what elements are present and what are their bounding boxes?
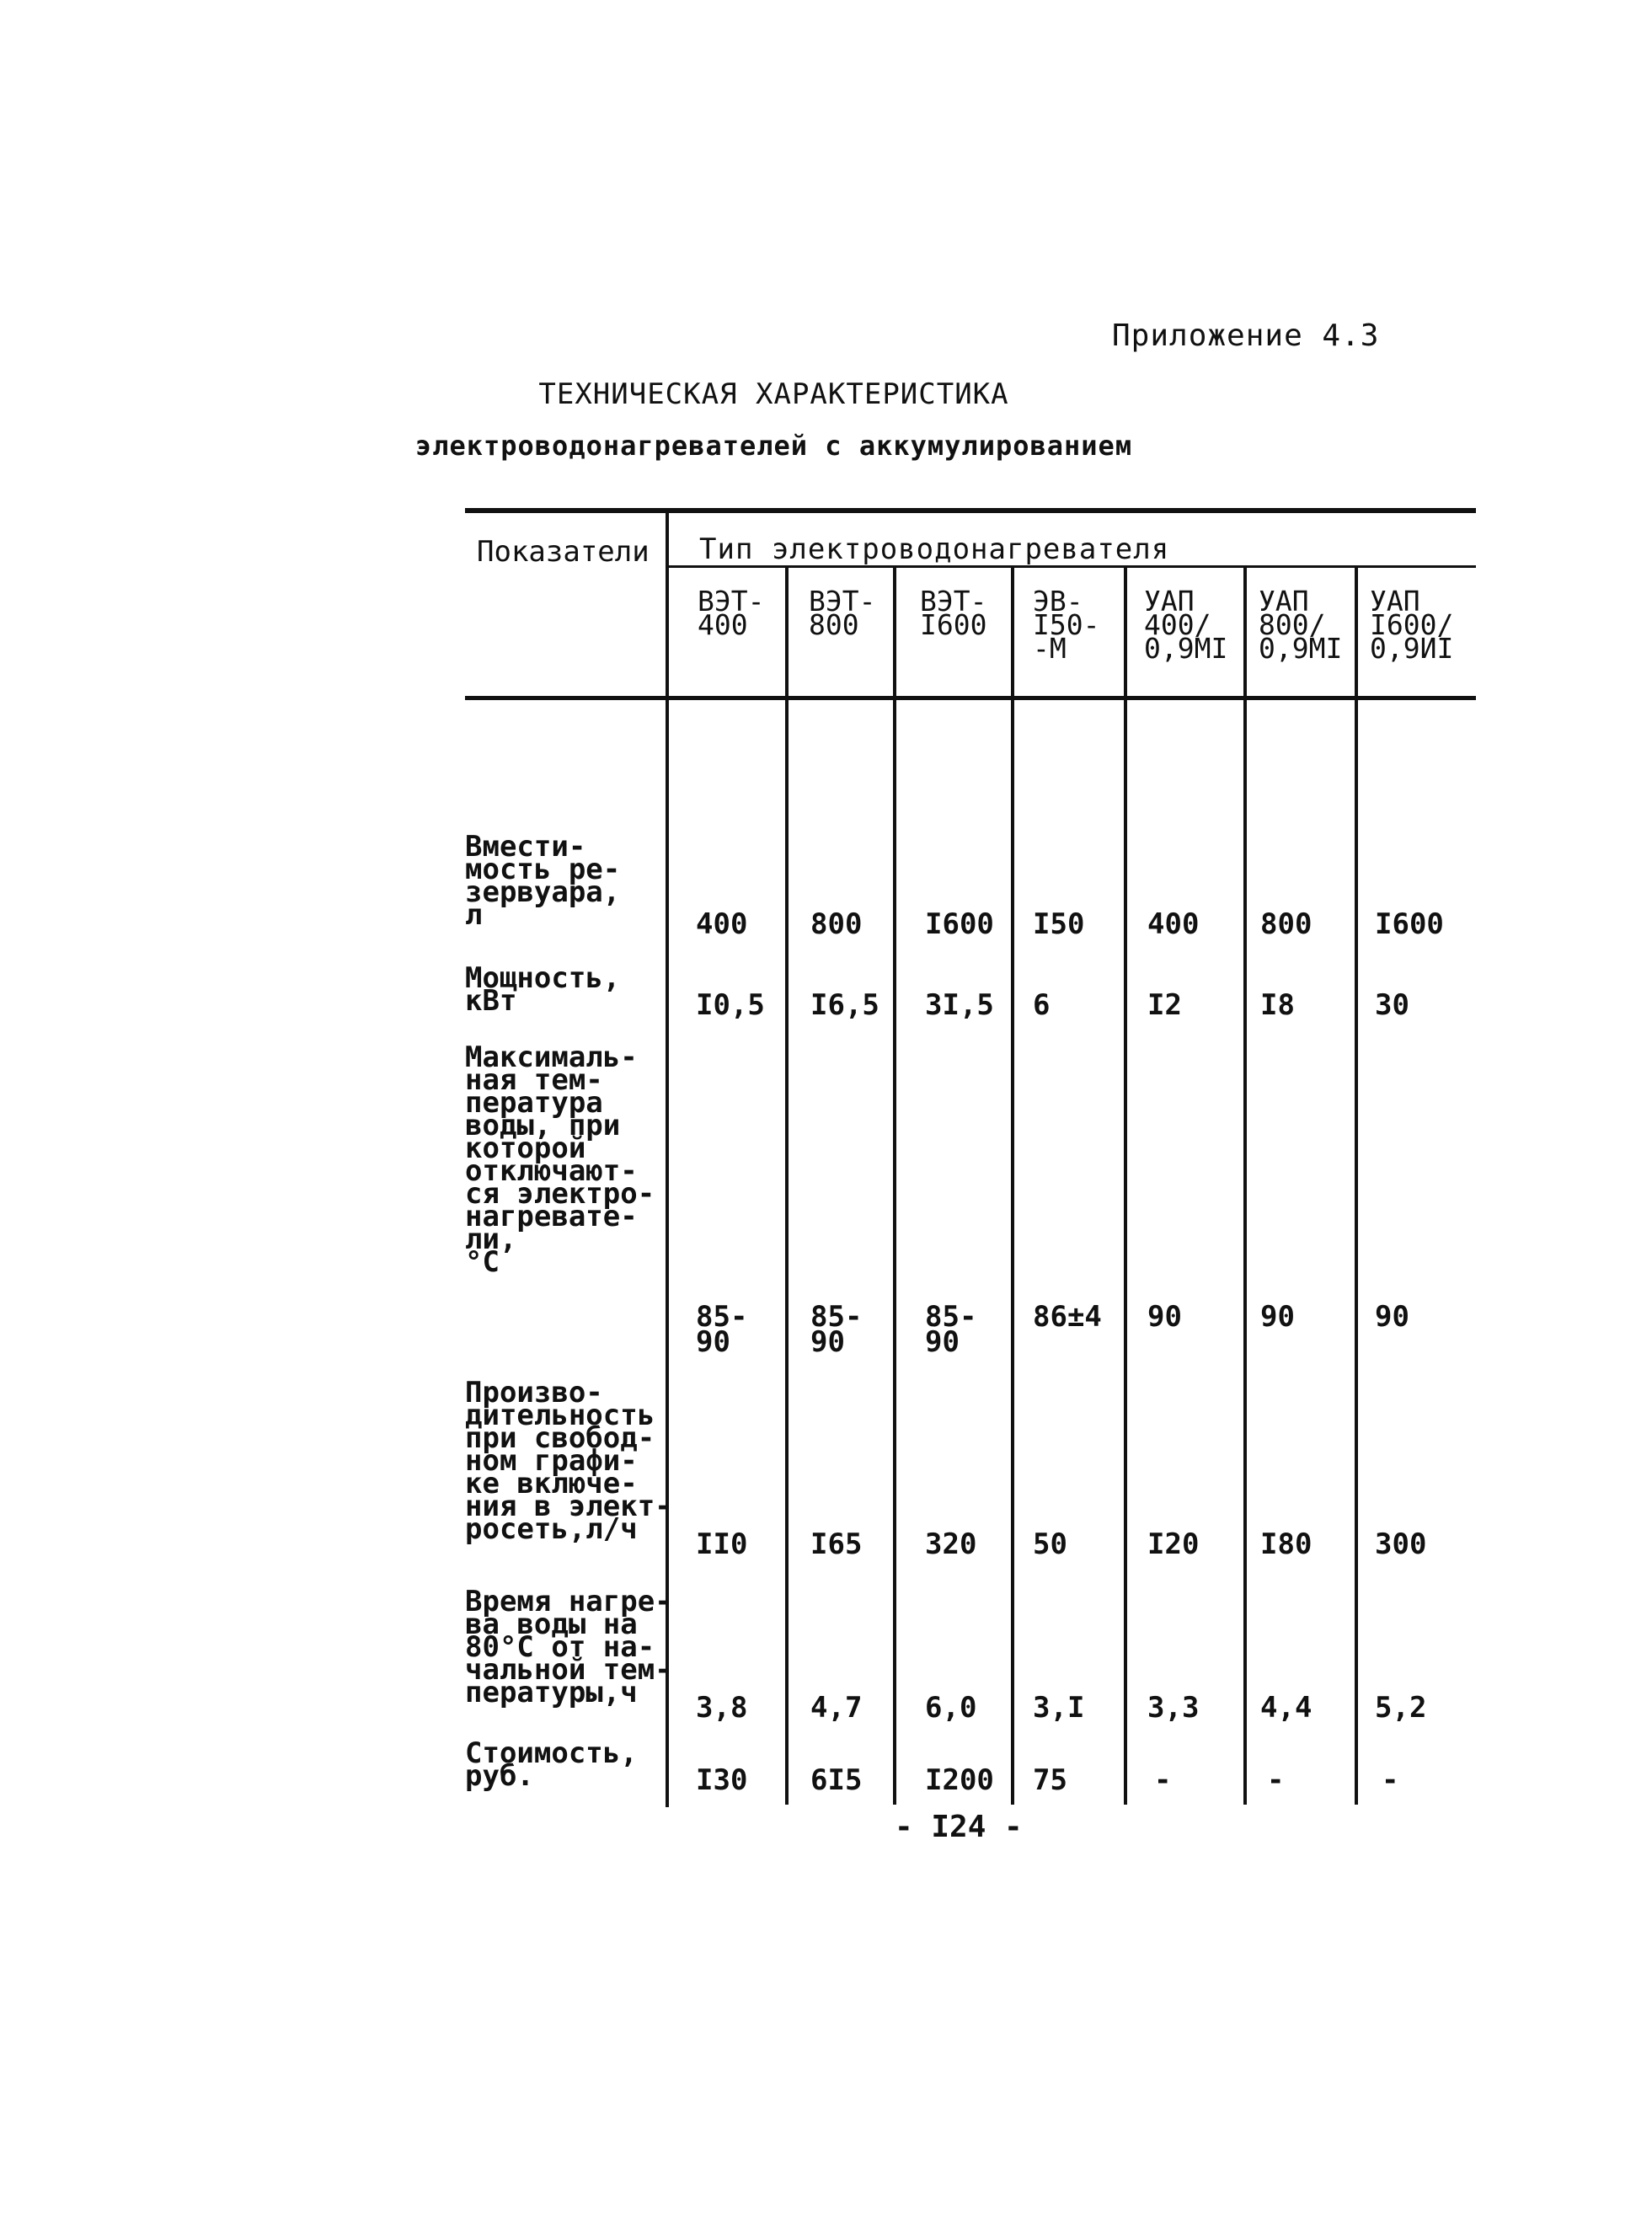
row-label-max-temperature: Максималь- ная тем- пература воды, при которой отключают- ся электро- нагревате- ли, °С <box>465 1040 655 1279</box>
column-divider <box>1243 566 1247 1805</box>
table-cell: 6I5 <box>810 1763 863 1797</box>
table-cell: II0 <box>696 1527 748 1561</box>
table-cell: 3,8 <box>696 1691 748 1725</box>
table-cell: 3,I <box>1033 1691 1085 1725</box>
column-divider <box>893 566 896 1805</box>
table-cell: I2 <box>1147 988 1182 1022</box>
table-cell: 300 <box>1375 1527 1427 1561</box>
table-cell: I80 <box>1260 1527 1313 1561</box>
table-cell: I20 <box>1147 1527 1200 1561</box>
column-header: УАП I600/ 0,9ИI <box>1370 585 1454 665</box>
table-header-rule <box>465 696 1476 700</box>
table-top-rule <box>465 508 1476 513</box>
row-label-heating-time: Время нагре- ва воды на 80°С от на- чальной тем- пературы,ч <box>465 1585 672 1709</box>
table-cell: I65 <box>810 1527 863 1561</box>
row-label-productivity: Произво- дительность при свобод- ном графи- ке включе- ния в элект- росеть,л/ч <box>465 1376 672 1546</box>
table-cell: I0,5 <box>696 988 765 1022</box>
column-header: ВЭТ- 400 <box>698 585 765 641</box>
indicator-header: Показатели <box>477 535 650 569</box>
table-cell: I200 <box>925 1763 994 1797</box>
column-header: УАП 400/ 0,9МI <box>1144 585 1228 665</box>
appendix-label: Приложение 4.3 <box>1112 318 1380 353</box>
page-number: - I24 - <box>895 1810 1023 1844</box>
table-cell: I600 <box>1375 907 1444 941</box>
heater-type-header: Тип электроводонагревателя <box>699 532 1170 566</box>
table-cell: I8 <box>1260 988 1295 1022</box>
table-cell: I600 <box>925 907 994 941</box>
table-cell: 85- 90 <box>696 1300 748 1359</box>
table-cell: 400 <box>696 907 748 941</box>
row-label-cost: Стоимость, руб. <box>465 1736 638 1793</box>
column-header: ЭВ- I50- -М <box>1033 585 1100 665</box>
table-cell: 90 <box>1260 1300 1295 1334</box>
column-header: ВЭТ- I600 <box>920 585 987 641</box>
table-cell: 75 <box>1033 1763 1067 1797</box>
table-cell: 5,2 <box>1375 1691 1427 1725</box>
table-cell: 4,4 <box>1260 1691 1313 1725</box>
column-divider <box>1355 566 1358 1805</box>
table-cell: 400 <box>1147 907 1200 941</box>
table-cell: 30 <box>1375 988 1409 1022</box>
table-cell: 85- 90 <box>810 1300 863 1359</box>
table-cell: 50 <box>1033 1527 1067 1561</box>
table-cell: 90 <box>1375 1300 1409 1334</box>
table-cell: 86±4 <box>1033 1300 1102 1334</box>
table-cell: - <box>1382 1763 1399 1797</box>
table-cell: 85- 90 <box>925 1300 977 1359</box>
column-header: ВЭТ- 800 <box>809 585 876 641</box>
table-cell: 6,0 <box>925 1691 977 1725</box>
row-label-capacity: Вмести- мость ре- зервуара, л <box>465 830 621 932</box>
table-cell: I50 <box>1033 907 1085 941</box>
column-header: УАП 800/ 0,9МI <box>1259 585 1343 665</box>
table-cell: - <box>1267 1763 1285 1797</box>
column-divider <box>785 566 789 1805</box>
table-cell: 90 <box>1147 1300 1182 1334</box>
table-cell: 800 <box>810 907 863 941</box>
table-cell: 320 <box>925 1527 977 1561</box>
table-cell: 800 <box>1260 907 1313 941</box>
document-subtitle: электроводонагревателей с аккумулированием <box>414 430 1133 462</box>
table-cell: I30 <box>696 1763 748 1797</box>
document-title: ТЕХНИЧЕСКАЯ ХАРАКТЕРИСТИКА <box>538 377 1009 411</box>
table-cell: 6 <box>1033 988 1051 1022</box>
table-cell: I6,5 <box>810 988 879 1022</box>
column-divider <box>1124 566 1127 1805</box>
table-cell: - <box>1154 1763 1172 1797</box>
column-divider <box>1011 566 1014 1805</box>
table-cell: 3I,5 <box>925 988 994 1022</box>
row-label-power: Мощность, кВт <box>465 961 621 1018</box>
table-cell: 4,7 <box>810 1691 863 1725</box>
table-cell: 3,3 <box>1147 1691 1200 1725</box>
